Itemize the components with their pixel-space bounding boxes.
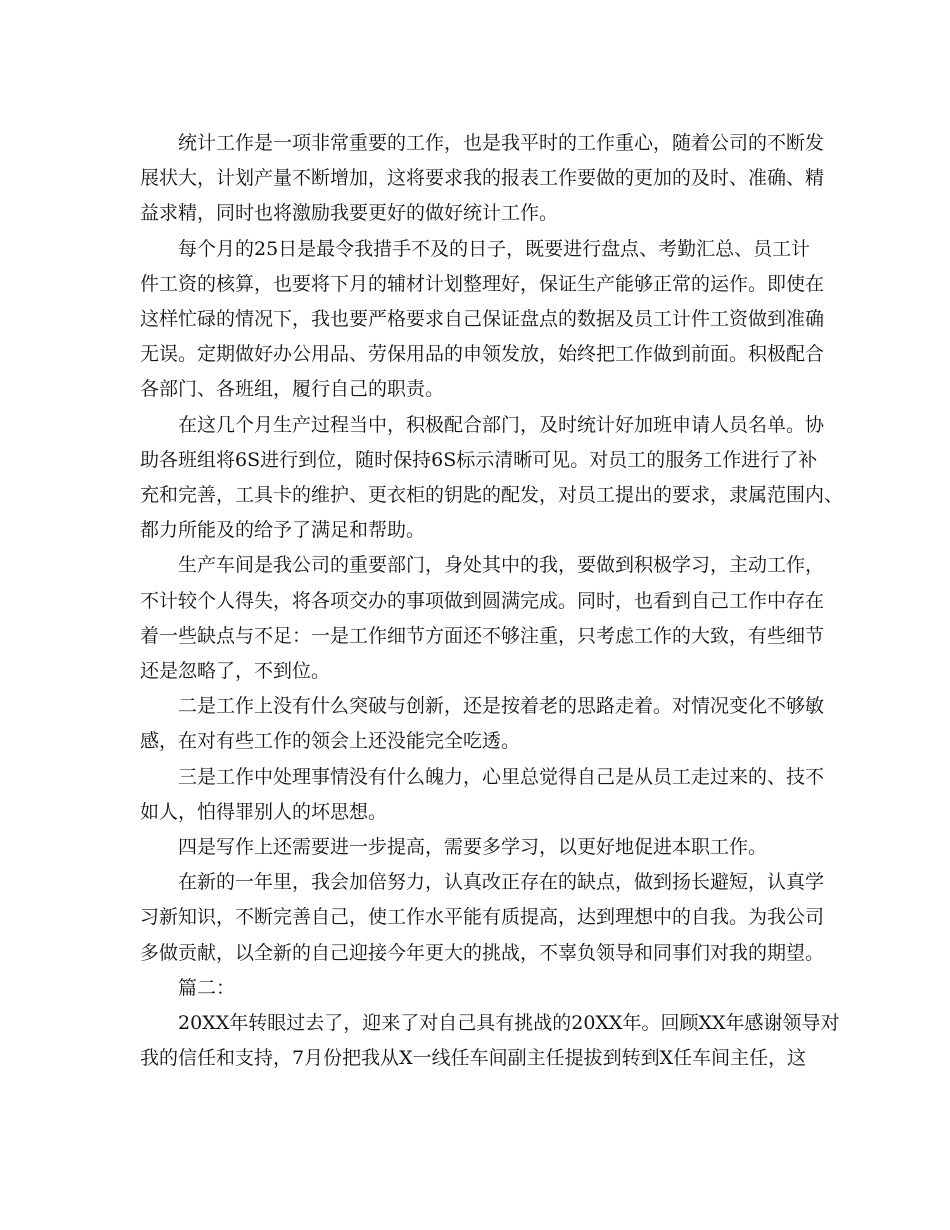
text-line: 在新的一年里，我会加倍努力，认真改正存在的缺点，做到扬长避短，认真学 [178, 871, 825, 894]
text-line: 每个月的25日是最令我措手不及的日子，既要进行盘点、考勤汇总、员工计 [178, 237, 811, 260]
paragraph [140, 971, 820, 1006]
text-line: 还是忽略了，不到位。 [140, 660, 331, 683]
paragraph [140, 408, 844, 549]
text-line: 各部门、各班组，履行自己的职责。 [140, 378, 445, 401]
text-line: 都力所能及的给予了满足和帮助。 [140, 519, 426, 542]
text-line: 助各班组将6S进行到位，随时保持6S标示清晰可见。对员工的服务工作进行了补 [140, 448, 818, 471]
text-line: 着一些缺点与不足：一是工作细节方面还不够注重，只考虑工作的大致，有些细节 [140, 624, 825, 647]
text-line: 不计较个人得失，将各项交办的事项做到圆满完成。同时，也看到自己工作中存在 [140, 589, 825, 612]
text-line: 生产车间是我公司的重要部门，身处其中的我，要做到积极学习，主动工作， [178, 554, 825, 577]
text-line: 篇二： [178, 976, 236, 999]
text-line: 四是写作上还需要进一步提高，需要多学习，以更好地促进本职工作。 [178, 836, 768, 859]
text-line: 无误。定期做好办公用品、劳保用品的申领发放，始终把工作做到前面。积极配合 [140, 343, 825, 366]
text-line: 如人，怕得罪别人的坏思想。 [140, 800, 388, 823]
paragraph [140, 865, 825, 971]
text-line: 件工资的核算，也要将下月的辅材计划整理好，保证生产能够正常的运作。即使在 [140, 272, 825, 295]
document-body [140, 126, 844, 1076]
text-line: 三是工作中处理事情没有什么魄力，心里总觉得自己是从员工走过来的、技不 [178, 765, 825, 788]
text-line: 习新知识，不断完善自己，使工作水平能有质提高，达到理想中的自我。为我公司 [140, 906, 825, 929]
paragraph [140, 126, 825, 232]
paragraph [140, 548, 825, 689]
text-line: 20XX年转眼过去了，迎来了对自己具有挑战的20XX年。回顾XX年感谢领导对 [178, 1012, 840, 1035]
paragraph [140, 689, 825, 759]
text-line: 在这几个月生产过程当中，积极配合部门，及时统计好加班申请人员名单。协 [178, 413, 825, 436]
paragraph [140, 1006, 840, 1076]
text-line: 多做贡献，以全新的自己迎接今年更大的挑战，不辜负领导和同事们对我的期望。 [140, 941, 825, 964]
paragraph [140, 760, 825, 830]
text-line: 二是工作上没有什么突破与创新，还是按着老的思路走着。对情况变化不够敏 [178, 695, 825, 718]
text-line: 感，在对有些工作的领会上还没能完全吃透。 [140, 730, 521, 753]
text-line: 我的信任和支持，7月份把我从X一线任车间副主任提拔到转到X任车间主任，这 [140, 1047, 807, 1070]
text-line: 充和完善，工具卡的维护、更衣柜的钥匙的配发，对员工提出的要求，隶属范围内、 [140, 484, 844, 507]
text-line: 益求精，同时也将激励我要更好的做好统计工作。 [140, 202, 559, 225]
text-line: 展状大，计划产量不断增加，这将要求我的报表工作要做的更加的及时、准确、精 [140, 167, 825, 190]
paragraph [140, 830, 820, 865]
paragraph [140, 232, 825, 408]
text-line: 统计工作是一项非常重要的工作，也是我平时的工作重心，随着公司的不断发 [178, 132, 825, 154]
text-line: 这样忙碌的情况下，我也要严格要求自己保证盘点的数据及员工计件工资做到准确 [140, 308, 825, 331]
